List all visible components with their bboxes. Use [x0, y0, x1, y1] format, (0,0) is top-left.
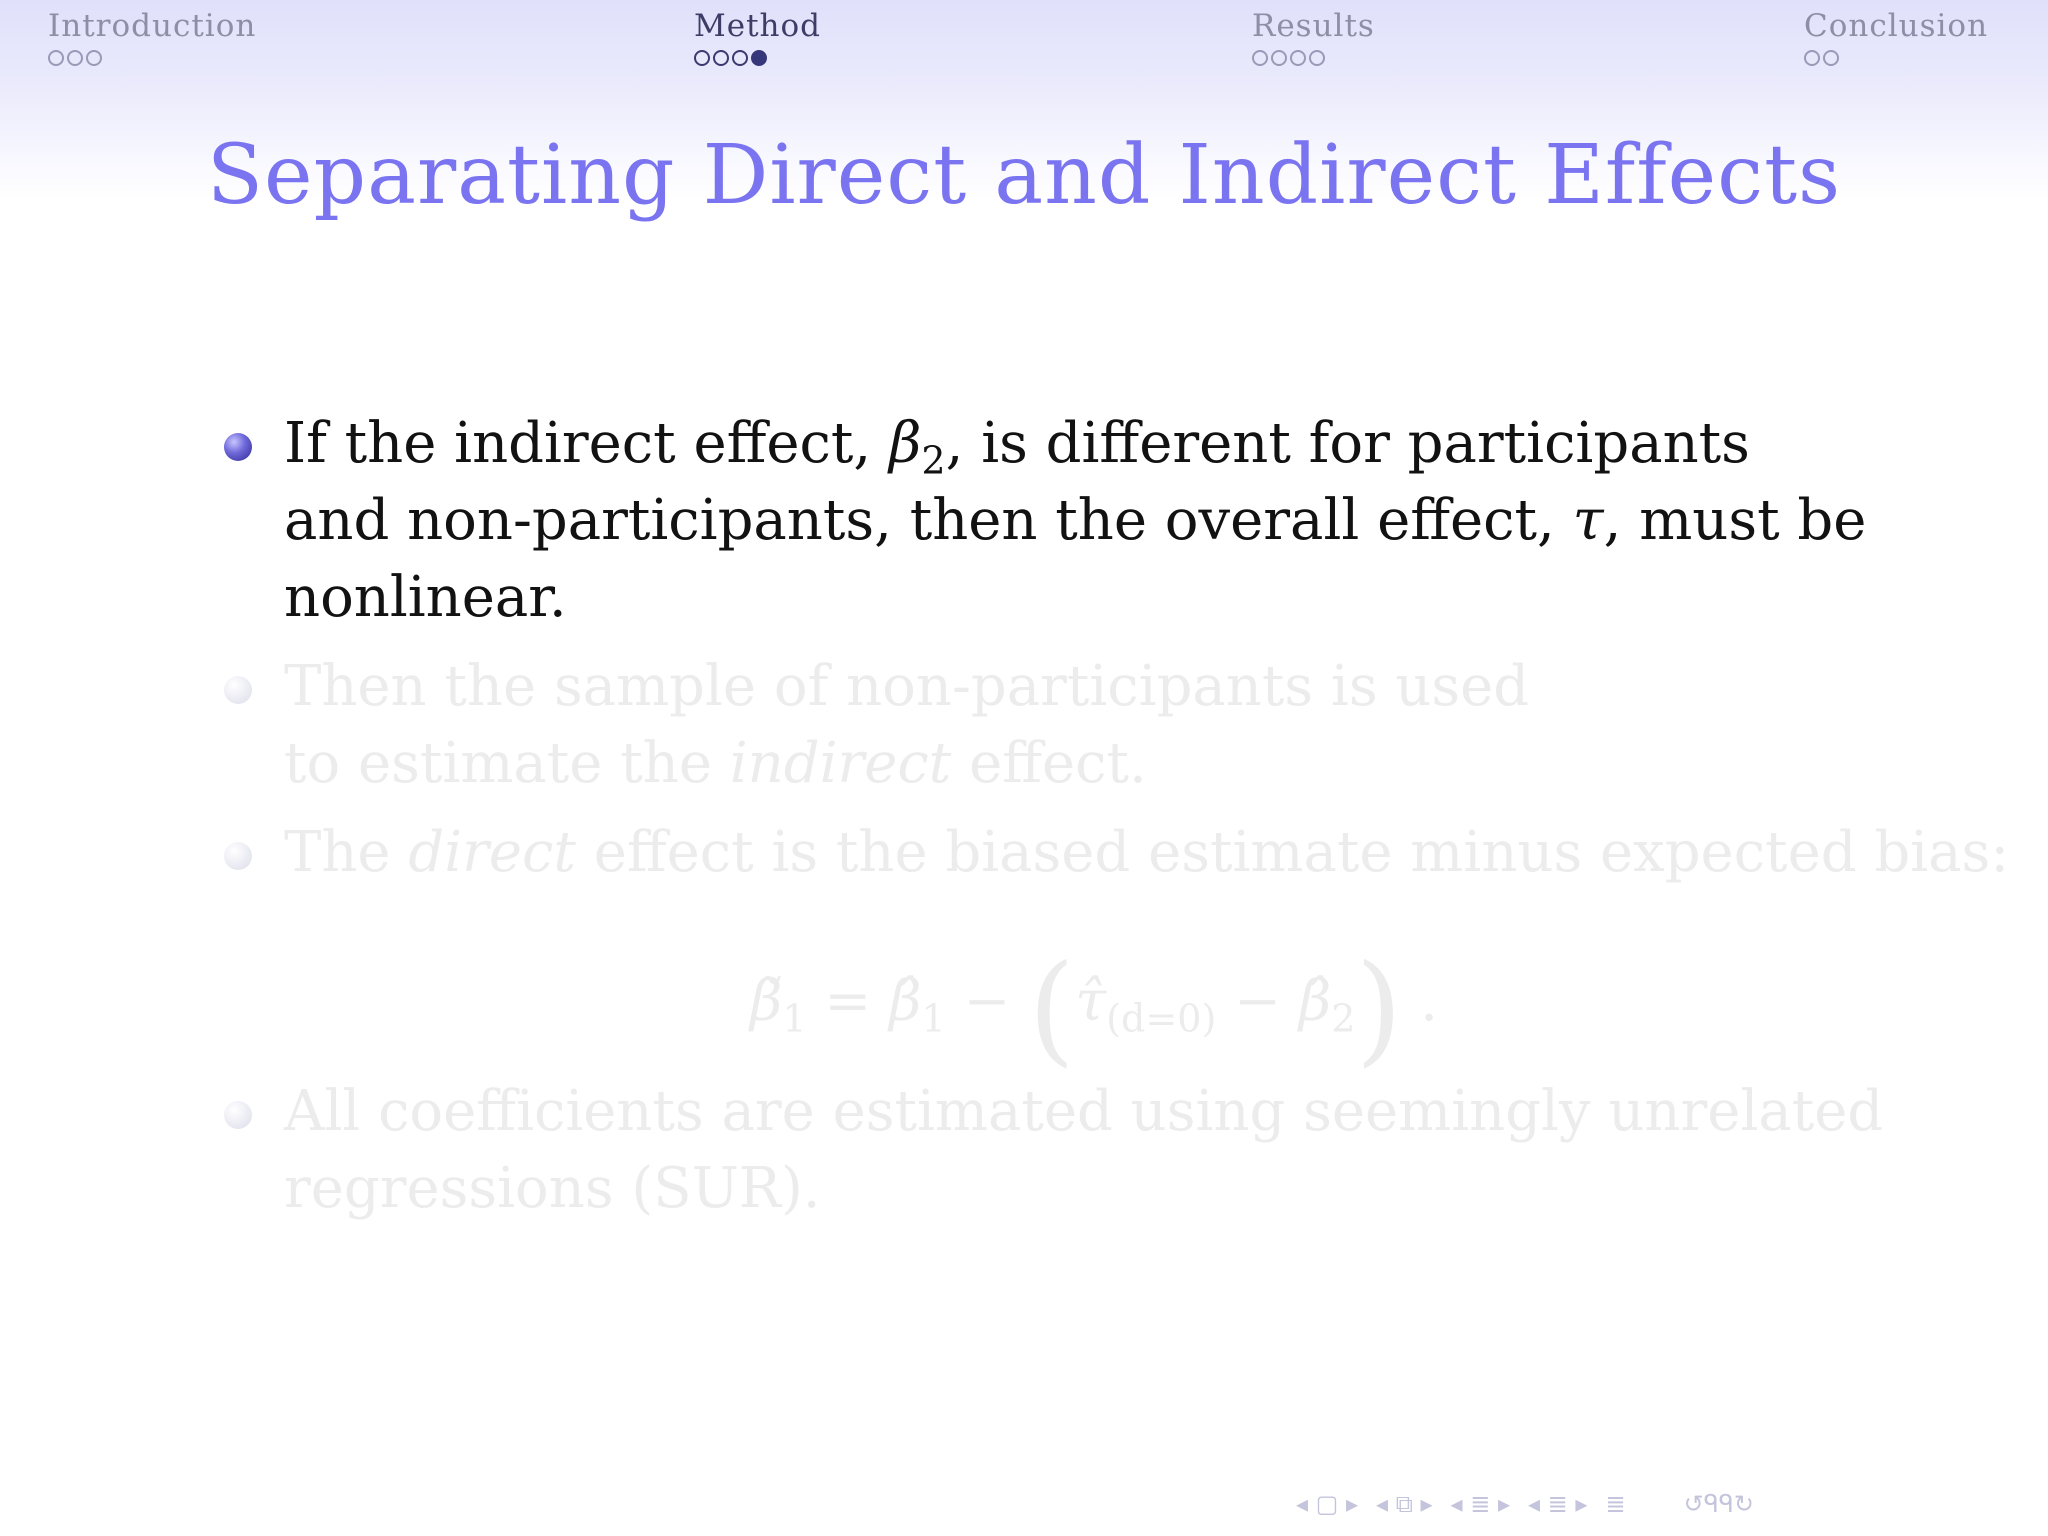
bullet-line [284, 725, 1900, 802]
math-paren: ) [1355, 940, 1403, 1079]
nav-section-method[interactable] [694, 8, 821, 66]
slide-dot[interactable] [86, 50, 102, 66]
math-beta: β [889, 411, 922, 476]
math-tau-hat: τ̂ [1075, 969, 1107, 1034]
math-beta-hat: β̂ [1298, 969, 1332, 1034]
section-nav-icon-2[interactable]: ◂ ≣ ▸ [1528, 1490, 1588, 1518]
bullet-ball-icon [224, 676, 252, 704]
subsection-nav-icon[interactable]: ◂ ⧉ ▸ [1376, 1490, 1433, 1518]
math-subscript: (d=0) [1106, 996, 1217, 1041]
frame-title: Separating Direct and Indirect Effects [206, 128, 1842, 223]
slide-dot[interactable] [1823, 50, 1839, 66]
bullet-line: regressions (SUR). [284, 1156, 821, 1221]
slide-dot[interactable] [1804, 50, 1820, 66]
slide-dot[interactable] [1290, 50, 1306, 66]
text: The [284, 820, 409, 885]
slide-dot[interactable] [732, 50, 748, 66]
bullet-line [284, 814, 2010, 891]
bullet-list [220, 405, 2010, 1227]
math-subscript: 2 [1331, 996, 1356, 1041]
nav-section-results[interactable] [1252, 8, 1375, 66]
section-nav-icon[interactable]: ◂ ≣ ▸ [1450, 1490, 1510, 1518]
math-subscript: 1 [921, 996, 946, 1041]
text: effect is the biased estimate minus expected bias: [575, 820, 2010, 885]
slide-dot[interactable] [1309, 50, 1325, 66]
equation [220, 905, 1900, 1079]
section-label[interactable]: Introduction [48, 8, 257, 44]
slide-dots [1252, 50, 1375, 66]
math-subscript: 1 [782, 996, 807, 1041]
bullet-line [284, 405, 1900, 482]
section-label[interactable]: Results [1252, 8, 1375, 44]
emphasis: indirect [729, 731, 952, 796]
bullet-line: All coefficients are estimated using seemingly unrelated [284, 1079, 1884, 1144]
slide-dot[interactable] [1271, 50, 1287, 66]
bullet-item-faded [220, 814, 2010, 891]
beamer-nav-symbols [1296, 1490, 1754, 1518]
bullet-line [284, 482, 1900, 559]
equation-body [750, 940, 1438, 1079]
text: If the indirect effect, [284, 411, 890, 476]
bullet-line: Then the sample of non-participants is used [284, 654, 1530, 719]
bullet-ball-icon [224, 433, 252, 461]
search-undo-icon[interactable]: ↺ᑫᑫ↻ [1683, 1490, 1754, 1518]
nav-section-conclusion[interactable] [1804, 8, 1988, 66]
bullet-item-faded [220, 1073, 1900, 1227]
slide-dot-current[interactable] [751, 50, 767, 66]
math-beta-tilde: β̃ [750, 969, 783, 1034]
math-paren: ( [1028, 940, 1076, 1079]
bullet-line: nonlinear. [284, 565, 567, 630]
slide-dots [694, 50, 821, 66]
emphasis: direct [408, 820, 576, 885]
frame-nav-icon[interactable]: ◂ ▢ ▸ [1296, 1490, 1359, 1518]
math-period: . [1402, 969, 1438, 1034]
math-subscript: 2 [921, 438, 946, 483]
slide-dot[interactable] [67, 50, 83, 66]
text: , is different for participants [945, 411, 1750, 476]
text: effect. [951, 731, 1147, 796]
slide-dots [48, 50, 256, 66]
slide-dots [1804, 50, 1988, 66]
math-equals: = [806, 969, 890, 1034]
math-minus: − [1216, 969, 1299, 1034]
appendix-nav-icon[interactable]: ≣ [1605, 1490, 1626, 1518]
math-minus: − [945, 969, 1029, 1034]
slide-dot[interactable] [694, 50, 710, 66]
slide-dot[interactable] [48, 50, 64, 66]
bullet-ball-icon [224, 842, 252, 870]
bullet-ball-icon [224, 1101, 252, 1129]
text: to estimate the [284, 731, 730, 796]
slide-dot[interactable] [1252, 50, 1268, 66]
section-label[interactable]: Conclusion [1804, 8, 1989, 44]
slide-dot[interactable] [713, 50, 729, 66]
math-tau: τ [1572, 488, 1604, 553]
section-label[interactable]: Method [694, 8, 822, 44]
nav-section-introduction[interactable] [48, 8, 256, 66]
text: and non-participants, then the overall effect, [284, 488, 1573, 553]
text: , must be [1603, 488, 1867, 553]
bullet-item-faded [220, 648, 1900, 802]
bullet-item [220, 405, 1900, 636]
math-beta-hat: β̂ [889, 969, 922, 1034]
